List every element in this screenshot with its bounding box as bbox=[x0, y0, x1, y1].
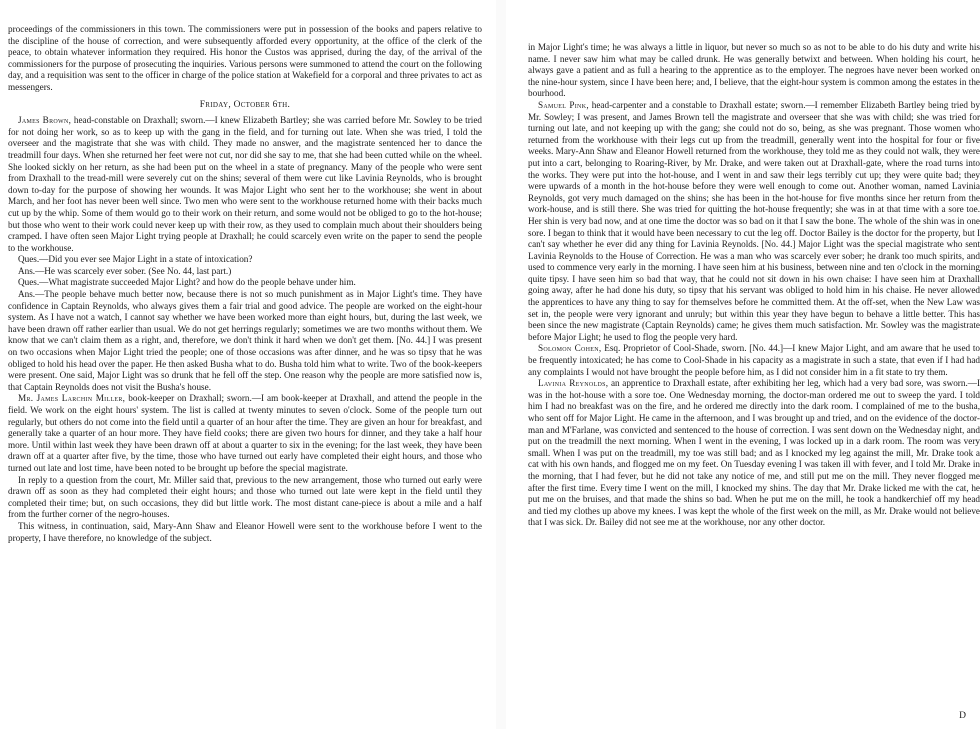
answer-1: Ans.—He was scarcely ever sober. (See No. 44, last part.) bbox=[18, 265, 232, 276]
continued-testimony: in Major Light's time; he was always a little in liquor, but never so much so as not to be able to do his duty and write his name. I never saw him what may be called drunk. He was generally betwixt and between. When holding his court, he always gave a patient and as full a hearing to the apprentice as to the employer. The negroes have never been worked on the nine-hour system, since I have been here; and, I believe, that the eight-hour system is common among the estates in the bourhood. bbox=[528, 42, 980, 99]
continuation-paragraph: This witness, in continuation, said, Mary-Ann Shaw and Eleanor Howell were sent to the workhouse before I went to the property, I have therefore, no knowledge of the subject. bbox=[8, 520, 482, 543]
testimony-james-miller bbox=[8, 393, 482, 474]
date-heading: Friday, October 6th. bbox=[199, 99, 291, 110]
page-gutter bbox=[496, 0, 506, 729]
question-2: Ques.—What magistrate succeeded Major Light? and how do the people behave under him. bbox=[18, 277, 356, 288]
signature-mark: D bbox=[959, 711, 966, 721]
witness-name: Lavinia Reynolds, bbox=[538, 378, 609, 389]
witness-name: Solomon Cohen, bbox=[538, 343, 602, 354]
testimony-text: head-carpenter and a constable to Draxhall estate; sworn.—I remember Elizabeth Bartley being tried by Mr. Sowley; I was present, and James Brown tell the magistrate and overseer that she was with child; she was tried for turning out late, and not keeping up with the gang; she could not do so, being, as she was pregnant. Those women who returned from the workhouse with their legs cut up from the treadmill, generally went into the hospital for four or five weeks. Mary-Ann Shaw and Eleanor Howell returned from the workhouse, they told me as they could not walk, they were put into a cart, belonging to Roaring-River, by Mr. Drake, and were taken out at Draxhall-gate, where the road turns into the works. They were put into the hot-house, and I went in and saw their legs terribly cut up; they were quite bad; they were upwards of a month in the hot-house before they were well enough to come out. Another woman, named Lavinia Reynolds, got very much damaged on the shins; she has been in the hot-house for five months since her return from the work-house, and is still there. She was tried for quitting the hot-house frequently; she was in at that time with a sore toe. Her shin is very bad now, and at one time the doctor was so bad on it that I saw the bone. The whole of the shin was in one sore. I began to think that it would have been necessary to cut the leg off. Doctor Bailey is the doctor for the property, but I can't say whether he ever did any thing for Lavinia Reynolds. [No. 44.] Major Light was the special magistrate who sent Lavinia Reynolds to the House of Correction. He was a man who was scarcely ever sober; he drank too much spirits, and used to commence very early in the morning. I have seen him at his business, between nine and ten o'clock in the morning quite tipsy. I have seen him so bad that way, that he could not sit down in his own chaise: I have seen him at Draxhall going away, after he had done his duty, so tipsy that his servant was obliged to hold him in his chaise. He never allowed the apprentices to have any thing to say for themselves before he committed them. At the off-set, when the New Law was set in, the people were very ignorant and unruly; but within this year they have begun to behave a little better. This has been since the new magistrate (Captain Reynolds) came; he gives them much satisfaction. Mr. Sowley was the magistrate before Major Light; he used to flog the people very hard. bbox=[528, 99, 980, 342]
testimony-text: an apprentice to Draxhall estate, after exhibiting her leg, which had a very bad sore, was sworn.—I was in the hot-house with a sore toe. One Wednesday morning, the doctor-man ordered me out to sweep the yard. I told him I had no breakfast was on the fire, and he ordered me directly into the dark room. I complained of me to the busha, who sent off for Major Light. He came in the afternoon, and I was brought up and tried, and on the evidence of the doctor-man and M'Farlane, was convicted and sentenced to the house of correction. I was sent down on the Wednesday night, and put on the treadmill the next morning. When I went in the evening, I was locked up in a dark room. The room was very small. When I was put on the treadmill, my toe was still bad; and as I knocked my leg against the mill, Mr. Drake took a cat with his own hands, and flogged me on my feet. On Tuesday evening I was taken ill with fever, and I told Mr. Drake in the morning, that I had fever, but he did not take any notice of me, and still put me on the mill. They never flogged me after the first time. Every time I went on the mill, I knocked my shins. The day that Mr. Drake licked me with the cat, he put me on the bruises, and that made the shins so bad. When he put me on the mill, he took a handkerchief off my head and tied my clothes up above my knees. I was kept the whole of the first week on the mill, as Mr. Drake would not believe that I was sick. Dr. Bailey did not see me at the workhouse, nor any other doctor. bbox=[528, 378, 980, 528]
testimony-text: head-constable on Draxhall; sworn.—I knew Elizabeth Bartley; she was carried before Mr. Sowley to be tried for not doing her work, so as to keep up with the gang in the field, and for turning out late. When she was tried, I told the overseer and the magistrate that she was with child. They made no answer, and the magistrate sentenced her to dance the treadmill four days. When she returned her feet were not cut, nor did she say to me, that she had been cutted while on the wheel. She looked sickly on her return, as she had been put on the wheel in a state of pregnancy. Many of the people who were sent from Draxhall to the tread-mill were severely cut on the shins; several of them were cut like Lavinia Reynolds, who is brought down to-day for the purpose of showing her wounds. It was Major Light who sent her to the workhouse; she went in about March, and her foot has never been well since. Two men who were sent to the workhouse returned home with their backs much cut up by the whip. Some of them would go to their work on their return, and some would not be obliged to go to the hot-house; but those who went to their work could never keep up with their row, as they used to complain much about their shoulders being cramped. I have often seen Major Light trying people at Draxhall; he could scarcely even write on the paper to send the people to the workhouse. bbox=[8, 115, 482, 253]
witness-name: James Brown, bbox=[18, 115, 72, 126]
testimony-lavinia-reynolds bbox=[528, 378, 980, 529]
answer-2: Ans.—The people behave much better now, because there is not so much punishment as in Major Light's time. They have confidence in Captain Reynolds, who always gives them a fair trial and good advice. The people are worked on the eight-hour system. As I have not a watch, I cannot say whether we have been worked more than eight hours, but, during the last week, we have been drawn off rather earlier than usual. We do not get herrings regularly; sometimes we are two months without them. We know that we can't claim them as a right, and, therefore, we don't think it hard when we don't get them. [No. 44.] I was present on two occasions when Major Light tried the people; one of those occasions was after dinner, and he was so tipsy that he was obliged to hold his head over the paper. He then asked Busha what to do. Busha told him what to write. Two of the book-keepers were present. One said, Major Light was so drunk that he fell off the step. One reason why the people are more satisfied now is, that Captain Reynolds does not visit the Busha's house. bbox=[8, 289, 482, 392]
testimony-text: Esq. Proprietor of Cool-Shade, sworn. [No. 44.]—I knew Major Light, and am aware that he used to be frequently intoxicated; he has come to Cool-Shade in his capacity as a magistrate in such a state, that even if I had had any complaints I would not have brought the people before him, as I did not consider him in a fit state to try them. bbox=[528, 343, 980, 377]
intro-paragraph: proceedings of the commissioners in this town. The commissioners were put in possession of the books and papers relative to the discipline of the house of correction, and were subsequently afforded every opportunity, at the office of the clerk of the peace, to obtain whatever information they required. His honor the Custos was apprised, during the day, of the arrival of the commissioners for the purpose of prosecuting the inquiries. Various persons were summoned to attend the court on the following day, and a requisition was sent to the officer in charge of the police station at Wakefield for a corporal and three privates to act as messengers. bbox=[8, 24, 482, 92]
testimony-text: book-keeper on Draxhall; sworn.—I am book-keeper at Draxhall, and attend the people in the field. We work on the eight hours' system. The list is called at twenty minutes to seven o'clock. Some of the people turn out regularly, but others do not come into the field until a quarter of an hour after the time. They are given an hour for breakfast, and generally take a quarter of an hour more. They have field cooks; there are given two hours for dinner, and they take a half hour more. Until within last week they have been drawn off at about a quarter to six in the evening; for the last week, they have been drawn off at a quarter after five, by the time, those who have turned out early have completed their eight hours, and those who turned out late and lost time, have been noted to be brought up before the special magistrate. bbox=[8, 393, 482, 473]
testimony-james-brown bbox=[8, 115, 482, 254]
left-page bbox=[0, 0, 482, 729]
question-1: Ques.—Did you ever see Major Light in a state of intoxication? bbox=[18, 254, 253, 265]
testimony-samuel-pink bbox=[528, 100, 980, 343]
court-reply-paragraph: In reply to a question from the court, Mr. Miller said that, previous to the new arrangement, those who turned out early were drawn off as soon as they had completed their eight hours; and those who turned out late were kept in the field until they completed their time; but, on such occasions, they did but little work. The most distant cane-piece is about a mile and a half from the further corner of the negro-houses. bbox=[8, 474, 482, 520]
right-page bbox=[520, 0, 980, 729]
witness-name: Mr. James Larchin Miller, bbox=[18, 393, 126, 404]
testimony-solomon-cohen bbox=[528, 343, 980, 378]
witness-name: Samuel Pink, bbox=[538, 99, 589, 110]
